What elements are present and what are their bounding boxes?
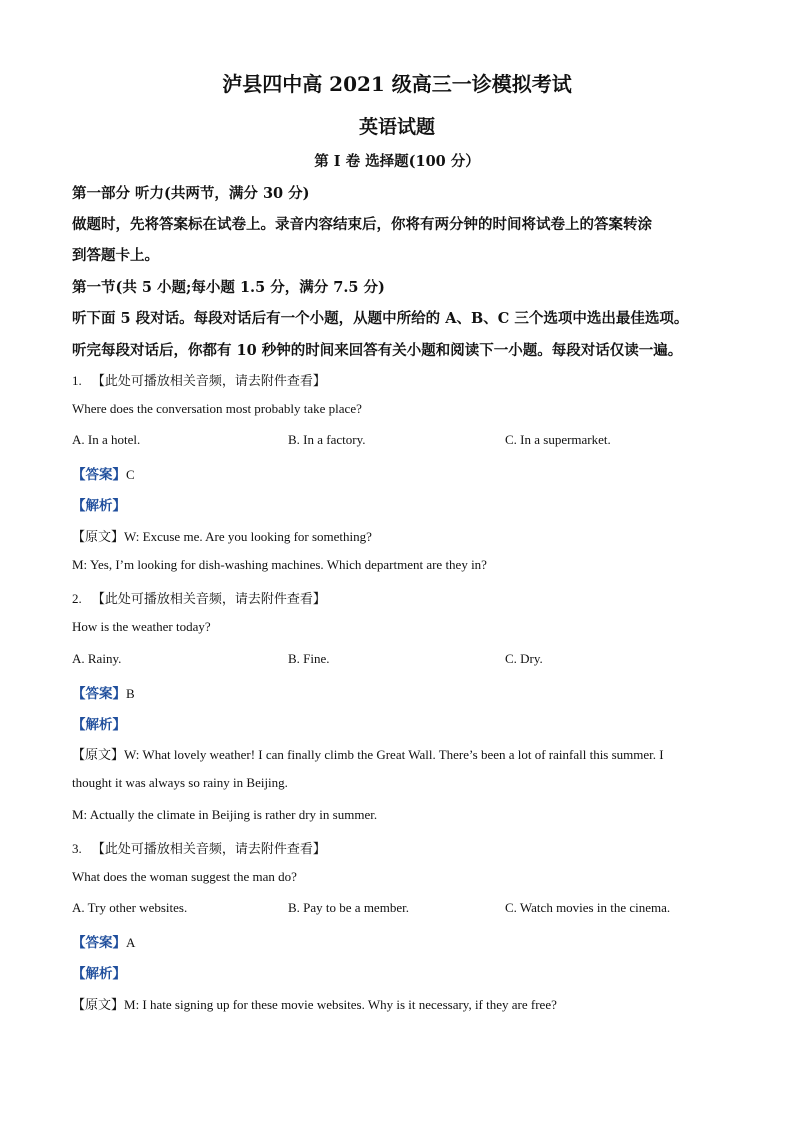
subject-title: 英语试题: [358, 116, 435, 138]
volume-heading: 第 I 卷 选择题(100 分）: [314, 153, 480, 170]
answer-label: 【答案】: [72, 935, 126, 951]
question-stem: Where does the conversation most probably take place?: [72, 401, 362, 416]
answer-value: C: [126, 467, 135, 482]
instruction-line-1: 做题时，先将答案标在试卷上。录音内容结束后，你将有两分钟的时间将试卷上的答案转涂: [72, 216, 652, 233]
option-c: C. In a supermarket.: [505, 432, 611, 447]
question-header: [72, 838, 722, 857]
answer-line: [72, 682, 722, 702]
section-instruction-1: 听下面 5 段对话。每段对话后有一个小题，从题中所给的 A、B、C 三个选项中选出最佳选项。: [72, 310, 689, 327]
audio-note[interactable]: 【此处可播放相关音频，请去附件查看】: [91, 592, 326, 607]
answer-value: B: [126, 686, 135, 701]
transcript-line: M: Yes, I’m looking for dish-washing machines. Which department are they in?: [72, 557, 487, 572]
analysis-label: 【解析】: [72, 966, 126, 982]
original-label: 【原文】: [72, 998, 125, 1013]
transcript-text: M: I hate signing up for these movie websites. Why is it necessary, if they are free?: [124, 997, 557, 1012]
answer-label: 【答案】: [72, 686, 126, 702]
analysis-label: 【解析】: [72, 498, 126, 514]
question-stem: How is the weather today?: [72, 619, 211, 634]
transcript-text: W: Excuse me. Are you looking for something?: [124, 529, 372, 544]
option-a: A. In a hotel.: [72, 432, 141, 447]
section-heading: 第一节(共 5 小题;每小题 1.5 分，满分 7.5 分): [72, 279, 385, 296]
option-b: B. Fine.: [288, 651, 330, 666]
question-header: [72, 370, 722, 389]
analysis-line: [72, 713, 722, 733]
question-number: 1.: [72, 373, 82, 388]
transcript-line: thought it was always so rainy in Beijing.: [72, 775, 288, 790]
part-heading: 第一部分 听力(共两节，满分 30 分): [72, 185, 310, 202]
option-b: B. Pay to be a member.: [288, 900, 409, 915]
transcript-line: M: Actually the climate in Beijing is rather dry in summer.: [72, 807, 378, 822]
option-c: C. Watch movies in the cinema.: [505, 900, 671, 915]
audio-note[interactable]: 【此处可播放相关音频，请去附件查看】: [91, 374, 326, 389]
option-a: A. Try other websites.: [72, 900, 188, 915]
analysis-label: 【解析】: [72, 717, 126, 733]
question-number: 2.: [72, 591, 82, 606]
answer-line: [72, 463, 722, 483]
answer-value: A: [126, 935, 136, 950]
transcript-text: W: What lovely weather! I can finally climb the Great Wall. There’s been a lot of rainfall this summer. I: [124, 747, 664, 762]
transcript-line: [72, 994, 722, 1013]
instruction-line-2: 到答题卡上。: [72, 247, 159, 264]
analysis-line: [72, 494, 722, 514]
analysis-line: [72, 962, 722, 982]
transcript-line: [72, 526, 722, 545]
transcript-line: [72, 744, 722, 763]
section-instruction-2: 听完每段对话后，你都有 10 秒钟的时间来回答有关小题和阅读下一小题。每段对话仅读一遍。: [72, 342, 683, 359]
question-header: [72, 588, 722, 607]
answer-label: 【答案】: [72, 467, 126, 483]
option-c: C. Dry.: [505, 651, 543, 666]
question-number: 3.: [72, 841, 82, 856]
option-b: B. In a factory.: [288, 432, 366, 447]
option-a: A. Rainy.: [72, 651, 122, 666]
audio-note[interactable]: 【此处可播放相关音频，请去附件查看】: [91, 842, 326, 857]
answer-line: [72, 931, 722, 951]
original-label: 【原文】: [72, 748, 125, 763]
exam-title: 泸县四中高 2021 级高三一诊模拟考试: [222, 72, 572, 96]
original-label: 【原文】: [72, 530, 125, 545]
question-stem: What does the woman suggest the man do?: [72, 869, 297, 884]
